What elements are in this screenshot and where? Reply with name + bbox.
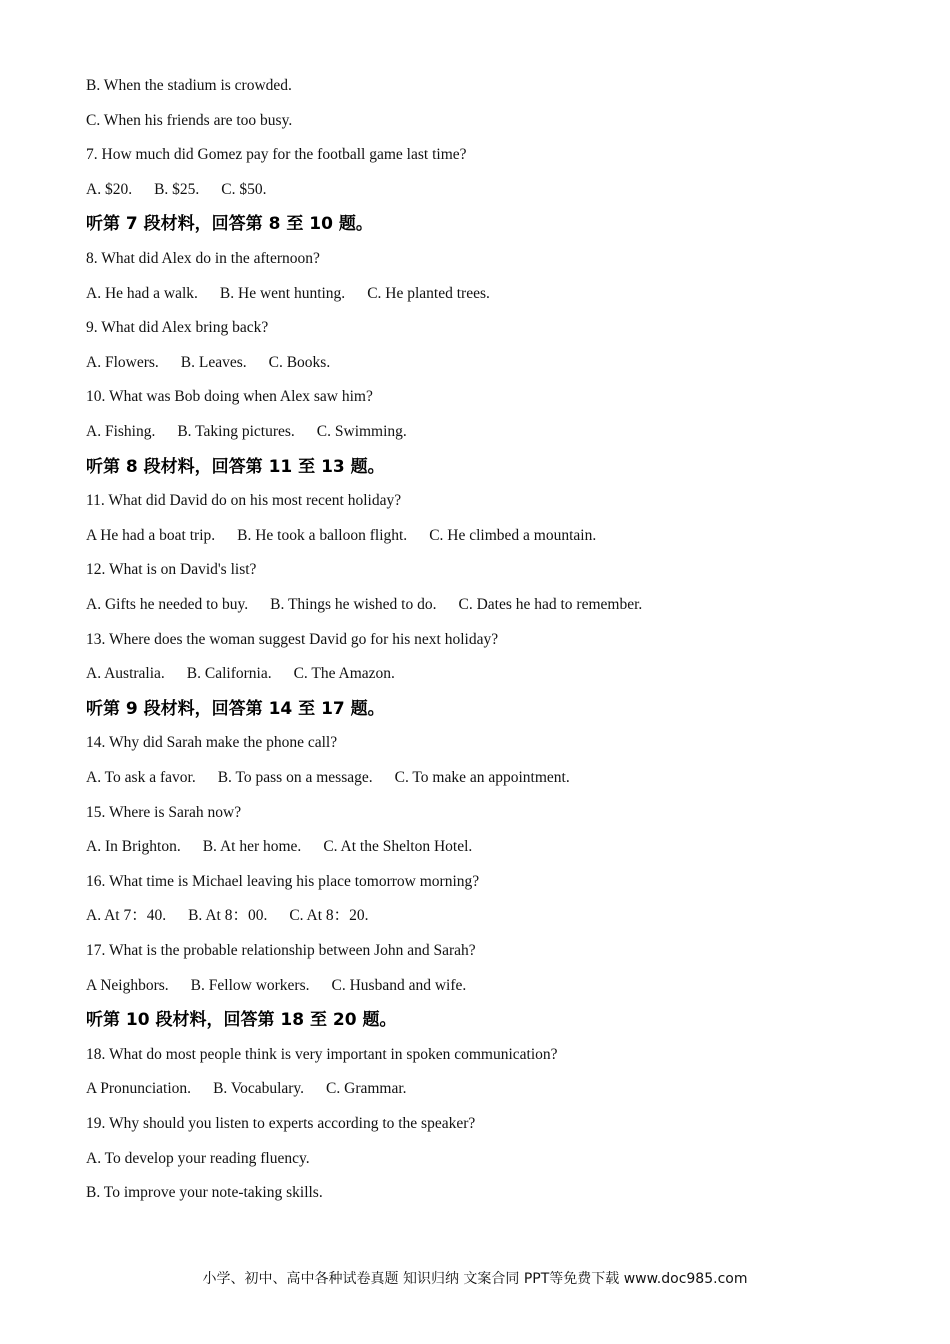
question-text: 9. What did Alex bring back?: [86, 319, 269, 337]
answer-option: A He had a boat trip.: [86, 526, 216, 544]
answer-option: A. Australia.: [86, 665, 165, 683]
answer-options: [86, 976, 466, 996]
answer-options: [86, 664, 395, 684]
answer-option: B. To improve your note-taking skills.: [86, 1184, 323, 1202]
answer-options: [86, 526, 596, 546]
answer-options: [86, 1079, 407, 1099]
answer-option: C. Husband and wife.: [331, 976, 467, 994]
answer-option: B. Vocabulary.: [213, 1080, 305, 1098]
section-heading: 听第 10 段材料，回答第 18 至 20 题。: [86, 1010, 397, 1031]
answer-options: [86, 353, 330, 373]
page-footer: 小学、初中、高中各种试卷真题 知识归纳 文案合同 PPT等免费下载 www.doc985.com: [202, 1271, 748, 1287]
section-heading: 听第 8 段材料，回答第 11 至 13 题。: [86, 456, 385, 477]
answer-option: C. Grammar.: [326, 1080, 407, 1098]
answer-options: [86, 595, 642, 615]
answer-option: A. Flowers.: [86, 353, 159, 371]
section-heading: 听第 7 段材料，回答第 8 至 10 题。: [86, 214, 373, 235]
answer-option: A Neighbors.: [86, 976, 169, 994]
answer-option: C. Books.: [268, 353, 331, 371]
answer-options: [86, 284, 490, 304]
answer-option: B. Fellow workers.: [190, 976, 310, 994]
answer-option: A. $20.: [86, 180, 133, 198]
section-heading: 听第 9 段材料，回答第 14 至 17 题。: [86, 698, 385, 719]
question-text: 16. What time is Michael leaving his place tomorrow morning?: [86, 872, 480, 890]
answer-option: B. At her home.: [202, 838, 302, 856]
question-text: 17. What is the probable relationship between John and Sarah?: [86, 942, 476, 959]
answer-option: C. Swimming.: [316, 423, 407, 440]
answer-option: C. He planted trees.: [367, 284, 490, 302]
answer-option: B. Leaves.: [180, 353, 247, 371]
answer-options: [86, 422, 407, 442]
answer-option: B. $25.: [154, 180, 200, 198]
answer-option: C. At 8：20.: [289, 907, 369, 925]
answer-option: A. To develop your reading fluency.: [86, 1149, 310, 1167]
question-text: 14. Why did Sarah make the phone call?: [86, 734, 338, 752]
answer-option: C. The Amazon.: [293, 665, 395, 683]
answer-option: A. He had a walk.: [86, 284, 198, 302]
question-text: 13. Where does the woman suggest David go for his next holiday?: [86, 630, 499, 648]
answer-option: B. At 8：00.: [188, 907, 268, 925]
question-text: 19. Why should you listen to experts according to the speaker?: [86, 1115, 476, 1132]
answer-option: B. Things he wished to do.: [270, 596, 437, 613]
answer-option: C. When his friends are too busy.: [86, 111, 293, 129]
answer-options: [86, 768, 570, 788]
answer-option: A. At 7：40.: [86, 907, 167, 925]
answer-option: C. Dates he had to remember.: [458, 596, 643, 613]
answer-option: A. In Brighton.: [86, 838, 181, 856]
answer-option: B. To pass on a message.: [217, 769, 373, 786]
answer-option: A. Fishing.: [86, 423, 156, 440]
answer-option: C. $50.: [221, 180, 267, 198]
answer-option: A Pronunciation.: [86, 1080, 192, 1098]
answer-options: [86, 837, 472, 857]
answer-option: A. To ask a favor.: [86, 769, 196, 786]
answer-option: C. At the Shelton Hotel.: [323, 838, 473, 856]
question-text: 18. What do most people think is very important in spoken communication?: [86, 1045, 558, 1063]
question-text: 7. How much did Gomez pay for the football game last time?: [86, 146, 467, 164]
question-text: 12. What is on David's list?: [86, 561, 257, 579]
answer-option: B. He took a balloon flight.: [237, 526, 408, 544]
answer-option: C. To make an appointment.: [394, 769, 570, 786]
question-text: 15. Where is Sarah now?: [86, 803, 242, 821]
question-text: 10. What was Bob doing when Alex saw him?: [86, 388, 373, 406]
answer-option: C. He climbed a mountain.: [429, 526, 597, 544]
question-text: 11. What did David do on his most recent holiday?: [86, 492, 402, 510]
answer-options: [86, 906, 369, 926]
answer-option: B. He went hunting.: [219, 284, 346, 302]
answer-option: B. When the stadium is crowded.: [86, 77, 292, 94]
answer-option: A. Gifts he needed to buy.: [86, 596, 249, 613]
question-text: 8. What did Alex do in the afternoon?: [86, 250, 320, 267]
answer-option: B. California.: [186, 665, 272, 683]
answer-option: B. Taking pictures.: [177, 423, 295, 440]
answer-options: [86, 180, 267, 200]
